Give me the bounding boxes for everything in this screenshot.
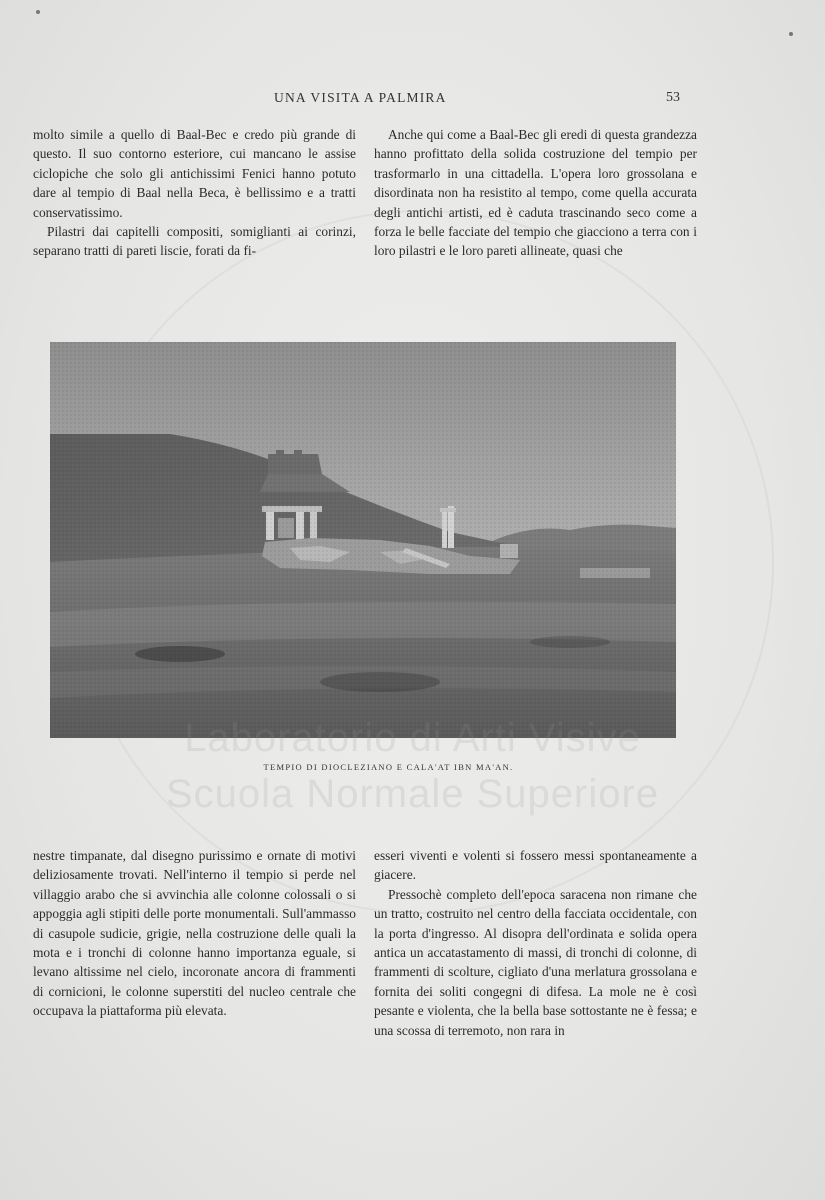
photograph-temple-ruins — [50, 342, 676, 738]
page-header — [0, 90, 825, 110]
paragraph: molto simile a quello di Baal-Bec e credo più grande di questo. Il suo contorno esteriore, cui mancano le assise ciclopiche che solo gli antichissimi Fenici hanno potuto dare al tempio di Baal nella Beca, è bellissimo e a tratti conservatissimo. — [33, 127, 356, 220]
watermark-line-2: Scuola Normale Superiore — [165, 772, 660, 816]
figure-caption — [0, 762, 825, 772]
paragraph: nestre timpanate, dal disegno purissimo e ornate di motivi deliziosamente trovati. Nell'interno il tempio si perde nel villaggio arabo che si avvinchia alle colonne colossali o si appoggia agli stipiti delle porte monumentali. Sull'ammasso di casupole sudicie, grigie, nella costruzione delle quali la mota e i tronchi di colonne hanno importanza eguale, si levano altissime nel cielo, incoronate ancora di frammenti di cornicioni, le colonne superstiti del nucleo centrale che occupava la piattaforma più elevata. — [33, 848, 356, 1019]
text-column-top-right — [374, 125, 697, 261]
page-number: 53 — [666, 90, 680, 105]
running-title: UNA VISITA A PALMIRA — [274, 90, 447, 105]
paragraph: esseri viventi e volenti si fossero messi spontaneamente a giacere. — [374, 848, 697, 883]
paper-speck — [36, 10, 40, 14]
paragraph: Pressochè completo dell'epoca saracena non rimane che un tratto, costruito nel centro della facciata occidentale, con la porta d'ingresso. Al disopra dell'ordinata e solida opera antica un accatastamento di massi, di tronchi di colonne, di frammenti di scolture, cigliato d'una merlatura grossolana e fornita dei soliti congegni di difesa. La mole ne è così pesante e violenta, che la bella base sottostante ne è fessa; e una scossa di terremoto, non rara in — [374, 886, 697, 1038]
paragraph: Pilastri dai capitelli compositi, somiglianti ai corinzi, separano tratti di pareti liscie, forati da fi- — [33, 224, 356, 259]
text-column-bottom-left — [33, 846, 356, 1021]
text-column-bottom-right — [374, 846, 697, 1040]
watermark-line-1: Laboratorio di Arti Visive — [184, 716, 641, 760]
paper-speck — [789, 32, 793, 36]
figure-caption-text: TEMPIO DI DIOCLEZIANO E CALA'AT IBN MA'AN. — [263, 762, 514, 772]
text-column-top-left — [33, 125, 356, 261]
paragraph: Anche qui come a Baal-Bec gli eredi di questa grandezza hanno profittato della solida costruzione del tempio per trasformarlo in una cittadella. L'opera loro grossolana e disordinata non ha resistito al tempo, come quella accurata degli antichi artisti, ed è caduta trascinando seco come a forza le belle facciate del tempio che giacciono a terra con i loro pilastri e le loro pareti allineate, quasi che — [374, 127, 697, 259]
